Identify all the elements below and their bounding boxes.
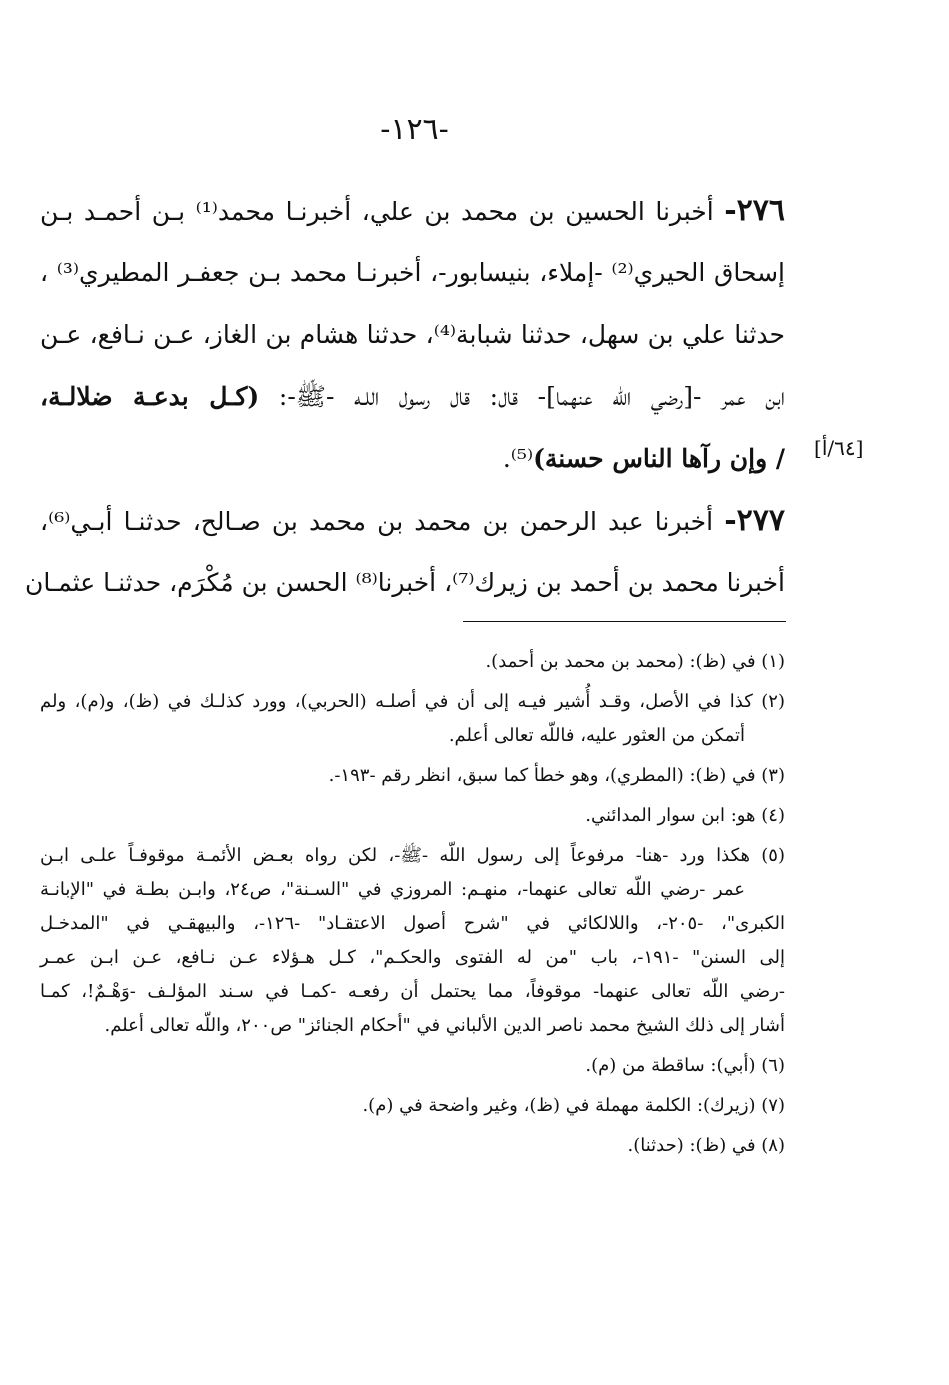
hadith-quote: (كـل بدعـة ضلالـة،	[40, 382, 260, 411]
page-number: -١٢٦-	[380, 112, 449, 147]
margin-folio-reference: [٦٤/أ]	[814, 436, 864, 460]
text-line: إسحاق الحيري⁽²⁾ -إملاء، بنيسابور-، أخبرنـا محمد بـن جعفـر المطيري⁽³⁾ ،	[40, 258, 785, 287]
footnote-continuation: أشار إلى ذلك الشيخ محمد ناصر الدين الألباني في "أحكام الجنائز" ص٢٠٠، واللّه تعالى أعلم.	[104, 1015, 785, 1036]
text-line: حدثنا علي بن سهل، حدثنا شبابة⁽⁴⁾، حدثنا هشام بن الغاز، عـن نـافع، عـن	[40, 320, 785, 349]
footnote-continuation: الكبرى"، -٢٠٥-، واللالكائي في "شرح أصول الاعتقـاد" -١٢٦-، والبيهقـي في "المدخـل	[40, 913, 785, 934]
footnote-continuation: إلى السنن" -١٩١-، باب "من له الفتوى والحكـم"، كـل هـؤلاء عـن نـافع، عـن ابـن عمـر	[40, 947, 785, 968]
footnote-ref: ⁽⁵⁾.	[502, 444, 534, 473]
text-line	[40, 428, 785, 490]
main-text	[24, 180, 785, 614]
footnote: (٦) (أبي): ساقطة من (م).	[585, 1055, 785, 1076]
footnote-continuation: أتمكن من العثور عليه، فاللّه تعالى أعلم.	[448, 725, 745, 746]
footnote-continuation: -رضي اللّه تعالى عنهما- موقوفاً، مما يحتمل أن رفعـه -كمـا في سـند المؤلـف -وَهْـمٌ!، كمـا	[40, 981, 785, 1002]
line-text: ابن عمر -[رضي الله عنهما]- قال: قال رسول اللـه -ﷺ-:	[278, 382, 785, 411]
footnote: (٣) في (ظ): (المطري)، وهو خطأ كما سبق، انظر رقم -١٩٣-.	[328, 765, 785, 786]
hadith-number: ٢٧٧-	[724, 503, 785, 538]
footnote-divider	[463, 621, 786, 622]
hadith-quote: / وإن رآها الناس حسنة)	[533, 444, 785, 473]
text-line: أخبرنا محمد بن أحمد بن زيرك⁽⁷⁾، أخبرنا⁽⁸⁾ الحسن بن مُكْرَم، حدثنـا عثمـان	[24, 568, 785, 597]
text-line	[40, 366, 785, 428]
footnote: (١) في (ظ): (محمد بن محمد بن أحمد).	[485, 651, 785, 672]
line-text: أخبرنا الحسين بن محمد بن علي، أخبرنـا محمد⁽¹⁾ بـن أحمـد بـن	[40, 197, 714, 226]
footnote: (٢) كذا في الأصل، وقـد أُشير فيـه إلى أن في أصلـه (الحربي)، وورد كذلـك في (ظ)، و(م)، ولم	[40, 691, 785, 712]
line-text: أخبرنا عبد الرحمن بن محمد بن محمد بن صـالح، حدثنـا أبـي⁽⁶⁾،	[40, 507, 714, 536]
footnote: (٥) هكذا ورد -هنا- مرفوعاً إلى رسول اللّه -ﷺ-، لكن رواه بعـض الأئمـة موقوفـاً علـى ابـن	[40, 845, 785, 866]
footnote: (٤) هو: ابن سوار المدائني.	[585, 805, 785, 826]
footnotes	[40, 645, 785, 1163]
footnote: (٧) (زيرك): الكلمة مهملة في (ظ)، وغير واضحة في (م).	[362, 1095, 785, 1116]
hadith-number: ٢٧٦-	[724, 193, 785, 228]
text-line	[40, 180, 785, 242]
text-line	[40, 490, 785, 552]
footnote-continuation: عمر -رضي اللّه تعالى عنهما-، منهـم: المروزي في "السـنة"، ص٢٤، وابـن بطـة في "الإبانـة	[40, 879, 746, 900]
footnote: (٨) في (ظ): (حدثنا).	[627, 1135, 785, 1156]
